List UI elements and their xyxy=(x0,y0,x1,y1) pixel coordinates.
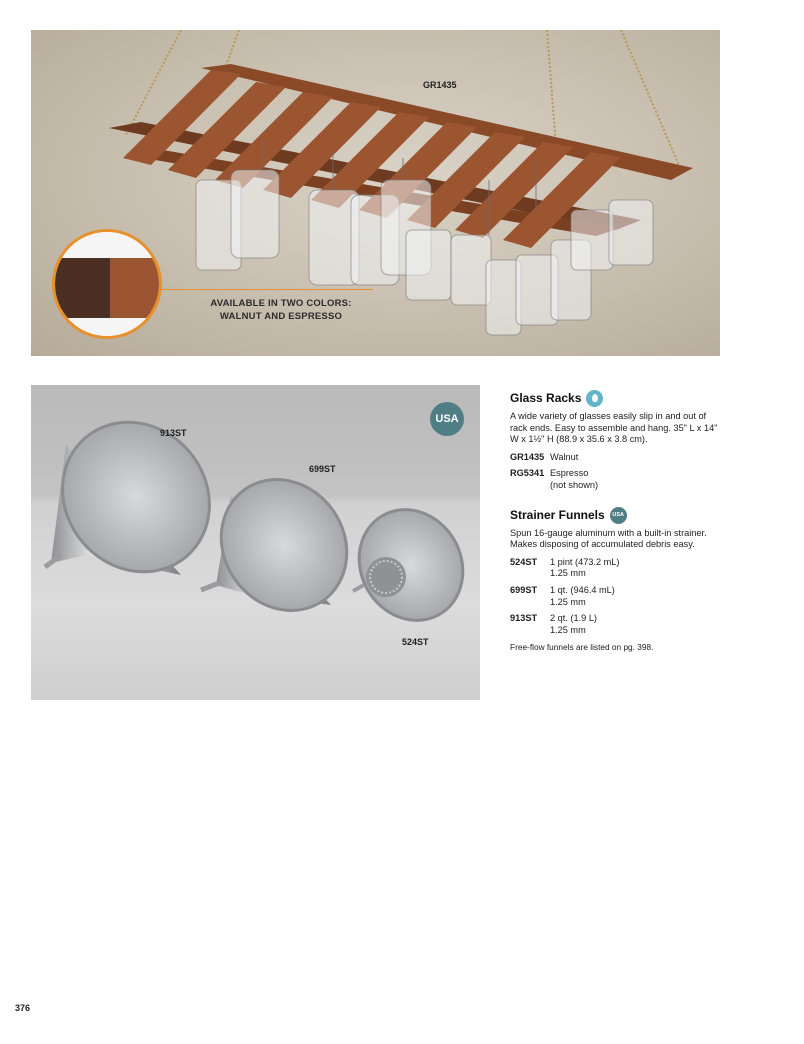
item-detail xyxy=(550,452,578,464)
strainer-funnels-description: Spun 16-gauge aluminum with a built-in strainer. Makes disposing of accumulated debris easy. xyxy=(510,527,707,550)
item-detail xyxy=(550,468,598,491)
callout-line-2: WALNUT AND ESPRESSO xyxy=(219,311,343,322)
item-detail-line: Espresso xyxy=(550,468,589,479)
swatch-bottom xyxy=(55,318,159,336)
item-code: 913ST xyxy=(510,613,538,624)
item-code: GR1435 xyxy=(510,451,545,462)
glass-rack-item xyxy=(510,452,725,464)
glass-racks-desc-text: A wide variety of glasses easily slip in and out of rack ends. Easy to assemble and hang. xyxy=(510,411,707,433)
color-callout xyxy=(196,297,366,323)
funnel-item xyxy=(510,585,725,608)
item-detail-line: 1.25 mm xyxy=(550,596,586,607)
glass-racks-heading xyxy=(510,390,725,407)
glass-rack-photo xyxy=(31,30,720,356)
funnel-item xyxy=(510,613,725,636)
item-detail-line: 1 qt. (946.4 mL) xyxy=(550,584,615,595)
item-detail-line: Walnut xyxy=(550,451,579,462)
glass-rack-item xyxy=(510,468,725,491)
item-code: 524ST xyxy=(510,556,538,567)
item-detail xyxy=(550,557,619,580)
strainer-funnels-title: Strainer Funnels xyxy=(510,507,605,522)
wood-color-swatch xyxy=(52,229,162,339)
funnels-illustration xyxy=(31,385,480,700)
usa-badge-small: USA xyxy=(610,507,627,524)
free-flow-note: Free-flow funnels are listed on pg. 398. xyxy=(510,642,654,653)
glass-racks-title: Glass Racks xyxy=(510,391,582,405)
funnel-label-913st: 913ST xyxy=(160,428,187,438)
glass-racks-dims: 35" L x 14" W x 1½" H (88.9 x 35.6 x 3.8 cm). xyxy=(510,422,718,445)
item-detail xyxy=(550,585,615,608)
glass-racks-description xyxy=(510,411,725,446)
item-code: RG5341 xyxy=(510,468,545,479)
item-detail-line: 1.25 mm xyxy=(550,568,586,579)
item-code: 699ST xyxy=(510,584,538,595)
funnel-label-524st: 524ST xyxy=(402,637,429,647)
product-details xyxy=(510,390,725,654)
item-detail-line: 1 pint (473.2 mL) xyxy=(550,556,620,567)
walnut-swatch xyxy=(110,258,159,318)
item-detail-line: 2 qt. (1.9 L) xyxy=(550,613,597,624)
item-detail-line: 1.25 mm xyxy=(550,624,586,635)
water-drop-icon xyxy=(586,390,603,407)
funnel-label-699st: 699ST xyxy=(309,464,336,474)
swatch-top xyxy=(55,232,159,258)
usa-badge: USA xyxy=(430,402,464,436)
product-code-label: GR1435 xyxy=(423,80,457,90)
callout-line-1: AVAILABLE IN TWO COLORS: xyxy=(210,298,352,309)
item-detail xyxy=(550,613,597,636)
funnel-item xyxy=(510,557,725,580)
strainer-funnels-photo xyxy=(31,385,480,700)
strainer-funnels-heading xyxy=(510,507,725,524)
page-number: 376 xyxy=(15,1003,31,1013)
espresso-swatch xyxy=(55,258,110,318)
item-detail-line: (not shown) xyxy=(550,479,599,490)
